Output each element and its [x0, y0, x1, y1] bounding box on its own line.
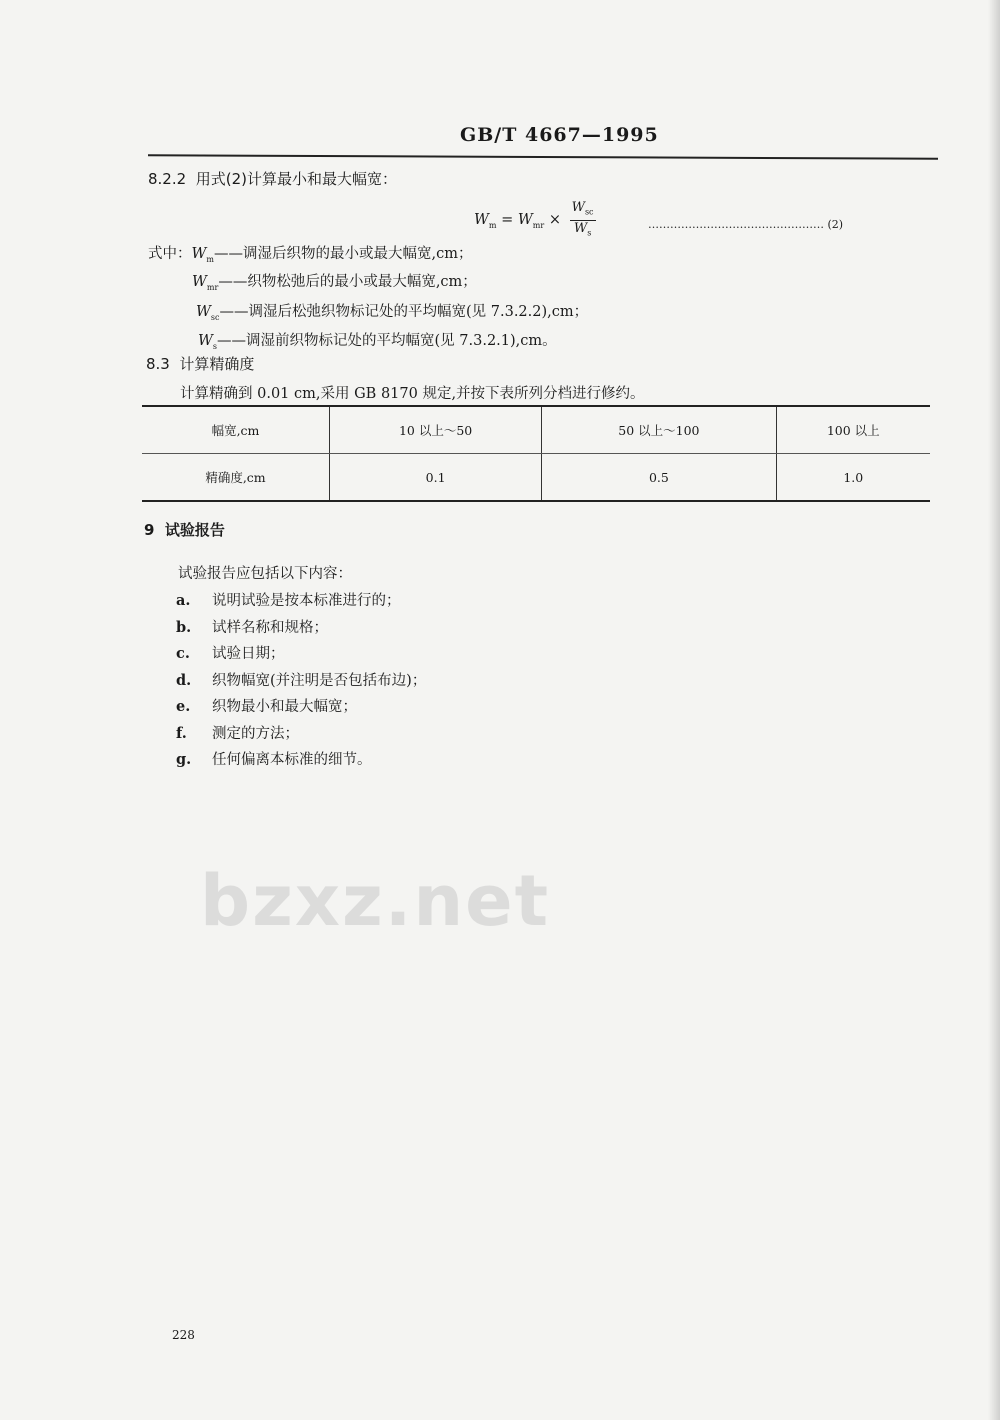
section-8-2-2: 8.2.2 用式(2)计算最小和最大幅宽： [148, 170, 397, 188]
section-8-3-heading: 8.3 计算精确度 [146, 355, 255, 373]
where-item: $W_s——$调湿前织物标记处的平均幅宽(见 7.3.2.1),cm。 [198, 333, 557, 351]
list-item: c. 试验日期； [176, 645, 285, 662]
list-item: b. 试样名称和规格； [176, 618, 328, 636]
table-row: 幅宽,cm 10 以上～50 50 以上～100 100 以上 [142, 406, 930, 454]
list-item: a. 说明试验是按本标准进行的； [176, 592, 401, 609]
list-item: f. 测定的方法； [176, 724, 299, 742]
section-9-intro: 试验报告应包括以下内容： [178, 566, 352, 582]
report-list [176, 588, 426, 774]
where-item: $W_{mr}——$织物松弛后的最小或最大幅宽,cm； [192, 274, 477, 292]
header-rule [148, 154, 938, 159]
formula-leader: ………………………………………… (2) [648, 218, 844, 231]
where-item: 式中：$W_m——$调湿后织物的最小或最大幅宽,cm； [148, 246, 473, 264]
formula: $W_m = W_{mr}$ × $\frac{W_{sc}}{W_s}$ [474, 200, 594, 238]
list-item: g. 任何偏离本标准的细节。 [176, 751, 372, 768]
section-9-heading: 9 试验报告 [144, 521, 225, 539]
watermark: bzxz.net [200, 860, 551, 942]
page-edge-shadow [988, 0, 1000, 1420]
list-item: d. 织物幅宽(并注明是否包括布边)； [176, 671, 427, 689]
where-item: $W_{sc}——$调湿后松弛织物标记处的平均幅宽(见 7.3.2.2),cm； [196, 304, 589, 322]
page-number: 228 [172, 1328, 195, 1342]
section-8-3-text: 计算精确到 0.01 cm,采用 GB 8170 规定,并按下表所列分档进行修约。 [180, 386, 645, 402]
precision-table [142, 405, 930, 502]
list-item: e. 织物最小和最大幅宽； [176, 698, 357, 715]
table-row: 精确度,cm 0.1 0.5 1.0 [142, 454, 930, 502]
document-header: GB/T 4667—1995 [460, 124, 659, 146]
